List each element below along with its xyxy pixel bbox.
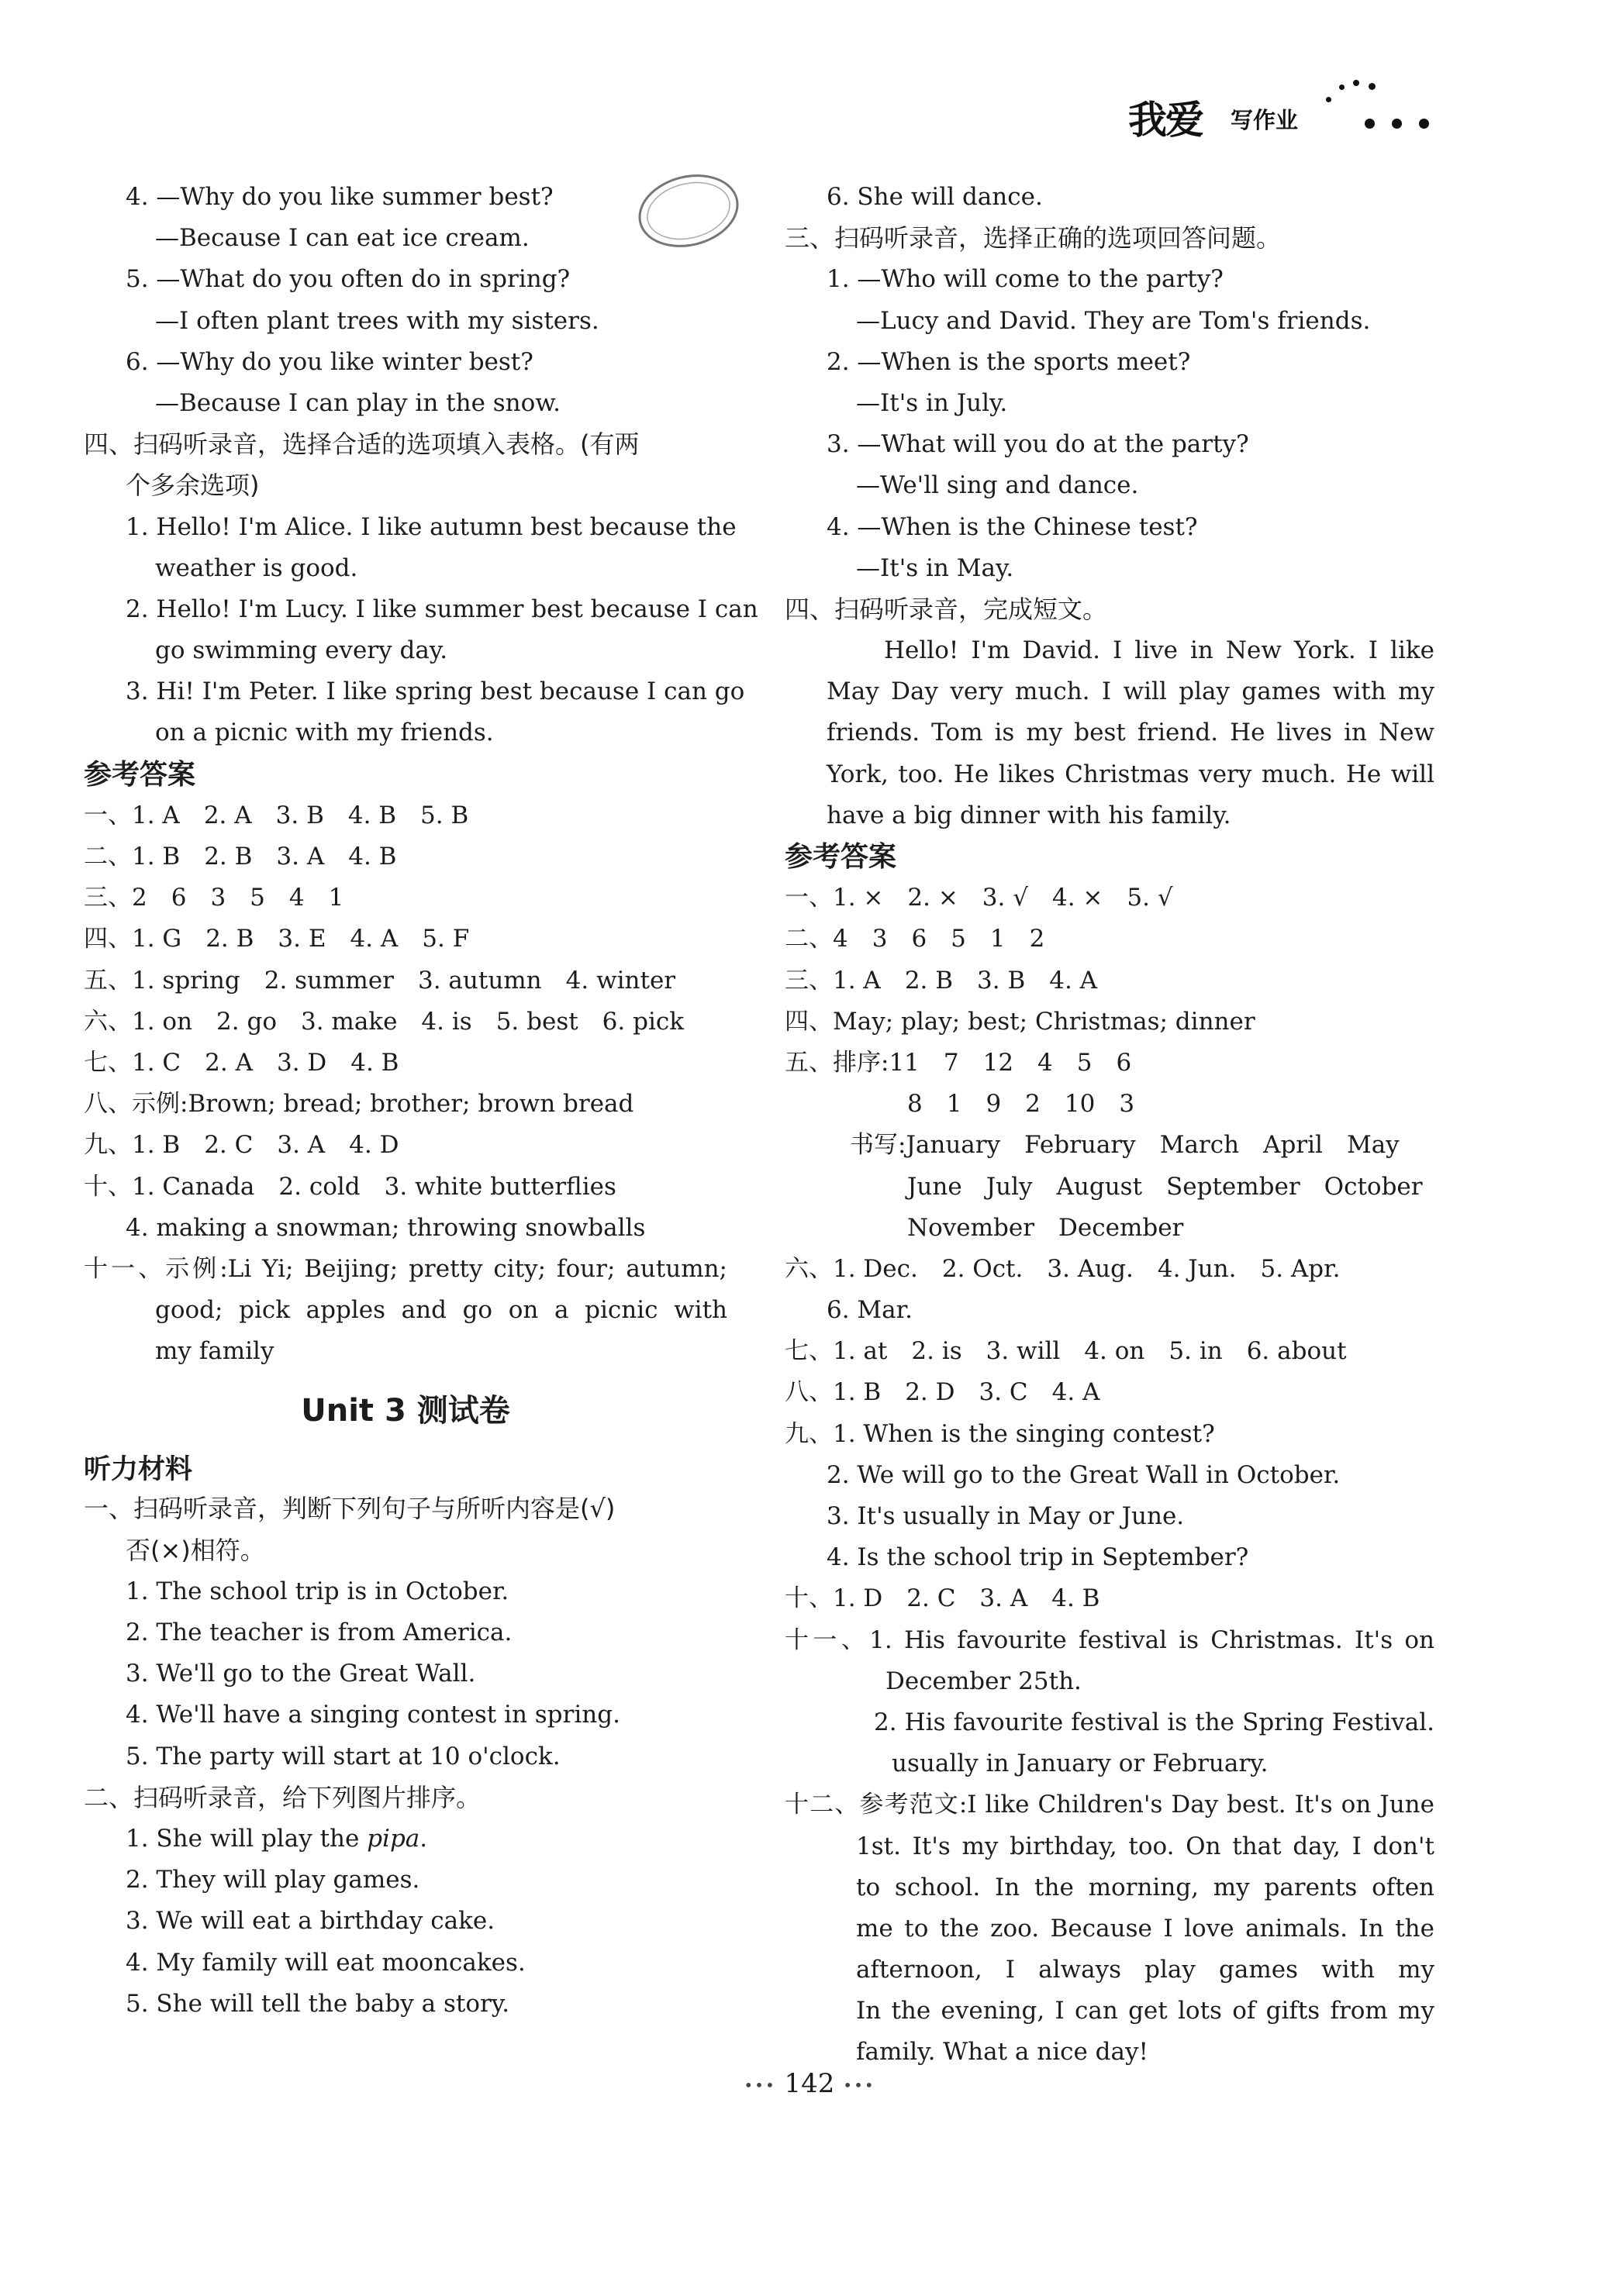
question-heading: 四、扫码听录音，选择合适的选项填入表格。(有两 <box>84 429 640 460</box>
header-logo <box>1128 74 1454 159</box>
logo-sub-text: 写作业 <box>1231 107 1299 133</box>
text-line: 2. The teacher is from America. <box>126 1619 513 1646</box>
answer-line: 八、示例:Brown; bread; brother; brown bread <box>84 1090 634 1119</box>
text-line: —It's in July. <box>856 388 1008 417</box>
answer-line: In the evening, I can get lots of gifts from my <box>856 1997 1434 2025</box>
text-line <box>84 1819 727 1860</box>
left-column <box>84 177 758 2025</box>
answer-line: 九、1. B 2. C 3. A 4. D <box>84 1131 399 1160</box>
logo-dot <box>1326 97 1331 102</box>
answer-line: 十一、1. His favourite festival is Christmas. It's on <box>785 1625 1434 1654</box>
answer-line: 十、1. Canada 2. cold 3. white butterflies <box>84 1172 616 1201</box>
answer-line: good; pick apples and go on a picnic with <box>155 1296 727 1325</box>
answer-key-heading: 参考答案 <box>785 841 897 873</box>
answer-line: 七、1. at 2. is 3. will 4. on 5. in 6. about <box>785 1337 1347 1366</box>
question-heading: 四、扫码听录音，完成短文。 <box>785 594 1108 624</box>
answer-line: 五、排序:11 7 12 4 5 6 <box>785 1048 1132 1077</box>
answer-line: 十一、示例:Li Yi; Beijing; pretty city; four; autumn; <box>84 1254 727 1283</box>
text-line: 1. The school trip is in October. <box>126 1577 509 1605</box>
answer-line: 五、1. spring 2. summer 3. autumn 4. winter <box>84 966 676 995</box>
section-heading: 听力材料 <box>84 1454 193 1486</box>
text-line: weather is good. <box>155 553 358 582</box>
answer-line: 七、1. C 2. A 3. D 4. B <box>84 1048 399 1077</box>
logo-dot <box>1419 119 1429 129</box>
answer-line: 二、1. B 2. B 3. A 4. B <box>84 843 397 870</box>
text-line: on a picnic with my friends. <box>155 719 494 747</box>
answer-line: family. What a nice day! <box>856 2038 1148 2067</box>
answer-line: 6. Mar. <box>827 1296 913 1325</box>
answer-line: 二、4 3 6 5 1 2 <box>785 925 1045 953</box>
text-line: —Lucy and David. They are Tom's friends. <box>856 306 1371 335</box>
page-number <box>0 2068 1619 2099</box>
text-segment: 1. She will play the <box>126 1824 368 1853</box>
passage-line: friends. Tom is my best friend. He lives in New <box>827 719 1434 747</box>
question-heading: 二、扫码听录音，给下列图片排序。 <box>84 1782 482 1812</box>
text-line: —We'll sing and dance. <box>856 471 1139 500</box>
question-heading: 否(×)相符。 <box>126 1535 265 1565</box>
text-line: 2. —When is the sports meet? <box>827 347 1191 376</box>
text-segment: . <box>419 1824 428 1853</box>
answer-line: 4. making a snowman; throwing snowballs <box>126 1213 646 1242</box>
passage-line: Hello! I'm David. I live in New York. I like <box>884 636 1434 665</box>
answer-line: 八、1. B 2. D 3. C 4. A <box>785 1378 1100 1407</box>
answer-line: 书写:January February March April May <box>850 1131 1400 1160</box>
text-line: 4. My family will eat mooncakes. <box>126 1948 526 1977</box>
answer-line: 4. Is the school trip in September? <box>827 1543 1249 1572</box>
text-line: 4. —When is the Chinese test? <box>827 512 1198 541</box>
text-line: 1. Hello! I'm Alice. I like autumn best because the <box>126 512 737 541</box>
logo-dot <box>1339 84 1345 90</box>
logo-dot <box>1365 119 1375 129</box>
answer-line: my family <box>155 1337 274 1366</box>
text-line: 6. —Why do you like winter best? <box>126 347 533 376</box>
answer-line: 一、1. A 2. A 3. B 4. B 5. B <box>84 801 469 829</box>
logo-dot <box>1369 83 1376 90</box>
text-line: 5. She will tell the baby a story. <box>126 1989 510 2018</box>
answer-key-heading: 参考答案 <box>84 758 196 791</box>
answer-line: 十二、参考范文:I like Children's Day best. It's on June <box>785 1791 1434 1819</box>
answer-line: 四、May; play; best; Christmas; dinner <box>785 1007 1255 1036</box>
text-line: 6. She will dance. <box>827 183 1043 211</box>
answer-line: 三、1. A 2. B 3. B 4. A <box>785 966 1098 995</box>
text-line: 4. —Why do you like summer best? <box>126 183 554 211</box>
answer-line: to school. In the morning, my parents often <box>856 1873 1434 1901</box>
answer-line: 十、1. D 2. C 3. A 4. B <box>785 1584 1100 1613</box>
right-column <box>785 177 1434 2074</box>
text-line: 4. We'll have a singing contest in spring. <box>126 1701 620 1729</box>
text-line: 3. —What will you do at the party? <box>827 430 1249 459</box>
answer-line: 2. We will go to the Great Wall in October. <box>827 1460 1341 1489</box>
text-line: —Because I can play in the snow. <box>155 388 561 417</box>
text-line: —I often plant trees with my sisters. <box>155 306 599 335</box>
passage-line: have a big dinner with his family. <box>827 801 1231 829</box>
question-heading: 一、扫码听录音，判断下列句子与所听内容是(√) <box>84 1494 616 1524</box>
dots-icon: ••• <box>843 2076 875 2094</box>
answer-line: me to the zoo. Because I love animals. In the <box>856 1914 1434 1943</box>
dots-icon: ••• <box>744 2076 776 2094</box>
passage-line: May Day very much. I will play games with my <box>827 677 1434 706</box>
text-line: 5. —What do you often do in spring? <box>126 265 571 294</box>
question-heading: 三、扫码听录音，选择正确的选项回答问题。 <box>785 223 1282 253</box>
answer-line: 一、1. × 2. × 3. √ 4. × 5. √ <box>785 884 1173 912</box>
answer-line: December 25th. <box>885 1667 1082 1695</box>
question-heading: 个多余选项) <box>126 471 260 501</box>
text-line: 2. Hello! I'm Lucy. I like summer best because I can <box>126 595 758 623</box>
text-line: —It's in May. <box>856 553 1014 582</box>
answer-line: 3. It's usually in May or June. <box>827 1502 1185 1530</box>
italic-word: pipa <box>367 1824 420 1853</box>
text-line: 3. We'll go to the Great Wall. <box>126 1660 476 1688</box>
text-line: —Because I can eat ice cream. <box>155 224 530 253</box>
answer-line: 九、1. When is the singing contest? <box>785 1419 1215 1448</box>
passage-line: York, too. He likes Christmas very much. He will <box>827 760 1434 788</box>
text-line: go swimming every day. <box>155 636 448 665</box>
logo-dot <box>1353 80 1359 86</box>
answer-line: June July August September October <box>907 1172 1423 1201</box>
answer-line: usually in January or February. <box>892 1750 1269 1778</box>
text-line: 2. They will play games. <box>126 1866 420 1894</box>
answer-line: 8 1 9 2 10 3 <box>907 1090 1135 1119</box>
logo-dot <box>1392 119 1402 129</box>
answer-line: 1st. It's my birthday, too. On that day, I don't <box>856 1832 1434 1860</box>
answer-line: November December <box>907 1213 1184 1242</box>
text-line: 3. We will eat a birthday cake. <box>126 1907 495 1936</box>
unit-title: Unit 3 测试卷 <box>301 1393 510 1429</box>
text-line: 3. Hi! I'm Peter. I like spring best because I can go <box>126 677 745 706</box>
answer-line: afternoon, I always play games with my <box>856 1956 1434 1984</box>
answer-line: 四、1. G 2. B 3. E 4. A 5. F <box>84 925 470 953</box>
answer-line: 三、2 6 3 5 4 1 <box>84 884 344 912</box>
text-line: 1. —Who will come to the party? <box>827 265 1224 294</box>
answer-line: 六、1. Dec. 2. Oct. 3. Aug. 4. Jun. 5. Apr. <box>785 1254 1341 1283</box>
page-number-text: 142 <box>784 2068 835 2099</box>
answer-line: 2. His favourite festival is the Spring Festival. <box>874 1708 1434 1736</box>
text-line: 5. The party will start at 10 o'clock. <box>126 1742 561 1770</box>
logo-main-text: 我爱 <box>1128 98 1203 143</box>
answer-line: 六、1. on 2. go 3. make 4. is 5. best 6. pick <box>84 1007 685 1036</box>
